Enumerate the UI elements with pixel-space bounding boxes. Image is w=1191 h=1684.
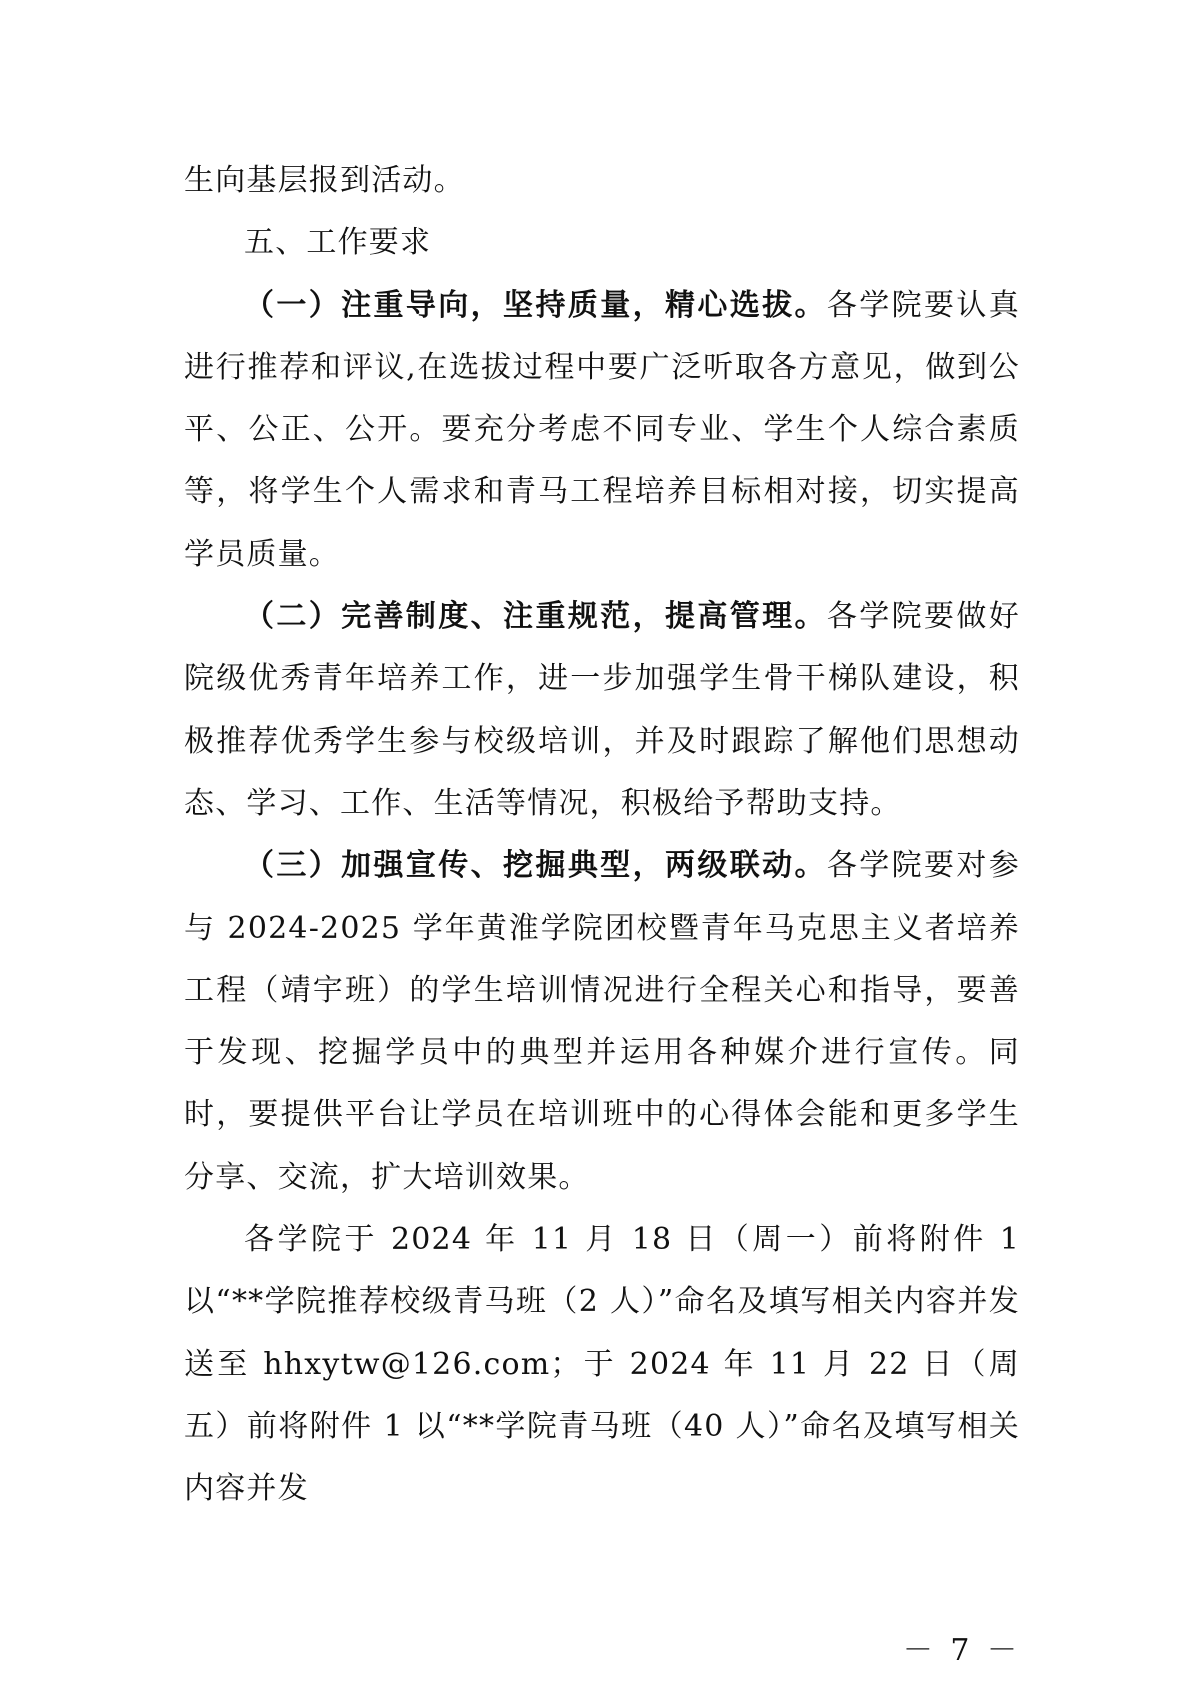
- item-3-title: （三）加强宣传、挖掘典型，两级联动。: [244, 848, 827, 884]
- page-number: － 7 －: [902, 1633, 1021, 1668]
- document-body: [184, 150, 1020, 1521]
- item-1-paragraph: [184, 275, 1020, 586]
- item-1-body: 各学院要认真进行推荐和评议,在选拔过程中要广泛听取各方意见，做到公平、公正、公开。要充分考虑不同专业、学生个人综合素质等，将学生个人需求和青马工程培养目标相对接，切实提高学员质量。: [184, 287, 1021, 572]
- item-2-title: （二）完善制度、注重规范，提高管理。: [244, 599, 827, 635]
- item-3-body: 各学院要对参与 2024-2025 学年黄淮学院团校暨青年马克思主义者培养工程（靖宇班）的学生培训情况进行全程关心和指导，要善于发现、挖掘学员中的典型并运用各种媒介进行宣传。同时，要提供平台让学员在培训班中的心得体会能和更多学生分享、交流，扩大培训效果。: [184, 848, 1021, 1195]
- item-1-title: （一）注重导向，坚持质量，精心选拔。: [244, 287, 827, 323]
- submission-instructions-paragraph: 各学院于 2024 年 11 月 18 日（周一）前将附件 1 以“**学院推荐校级青马班（2 人）”命名及填写相关内容并发送至 hhxytw@126.com；于 2024 年 11 月 22 日（周五）前将附件 1 以“**学院青马班（40 人）”命名及填写相关内容并发: [184, 1222, 1020, 1507]
- item-2-body: 各学院要做好院级优秀青年培养工作，进一步加强学生骨干梯队建设，积极推荐优秀学生参与校级培训，并及时跟踪了解他们思想动态、学习、工作、生活等情况，积极给予帮助支持。: [184, 599, 1021, 821]
- paragraph-continuation: 生向基层报到活动。: [184, 163, 465, 198]
- item-3-paragraph: [184, 835, 1020, 1209]
- item-2-paragraph: [184, 586, 1020, 835]
- section-heading-work-requirements: 五、工作要求: [244, 225, 432, 261]
